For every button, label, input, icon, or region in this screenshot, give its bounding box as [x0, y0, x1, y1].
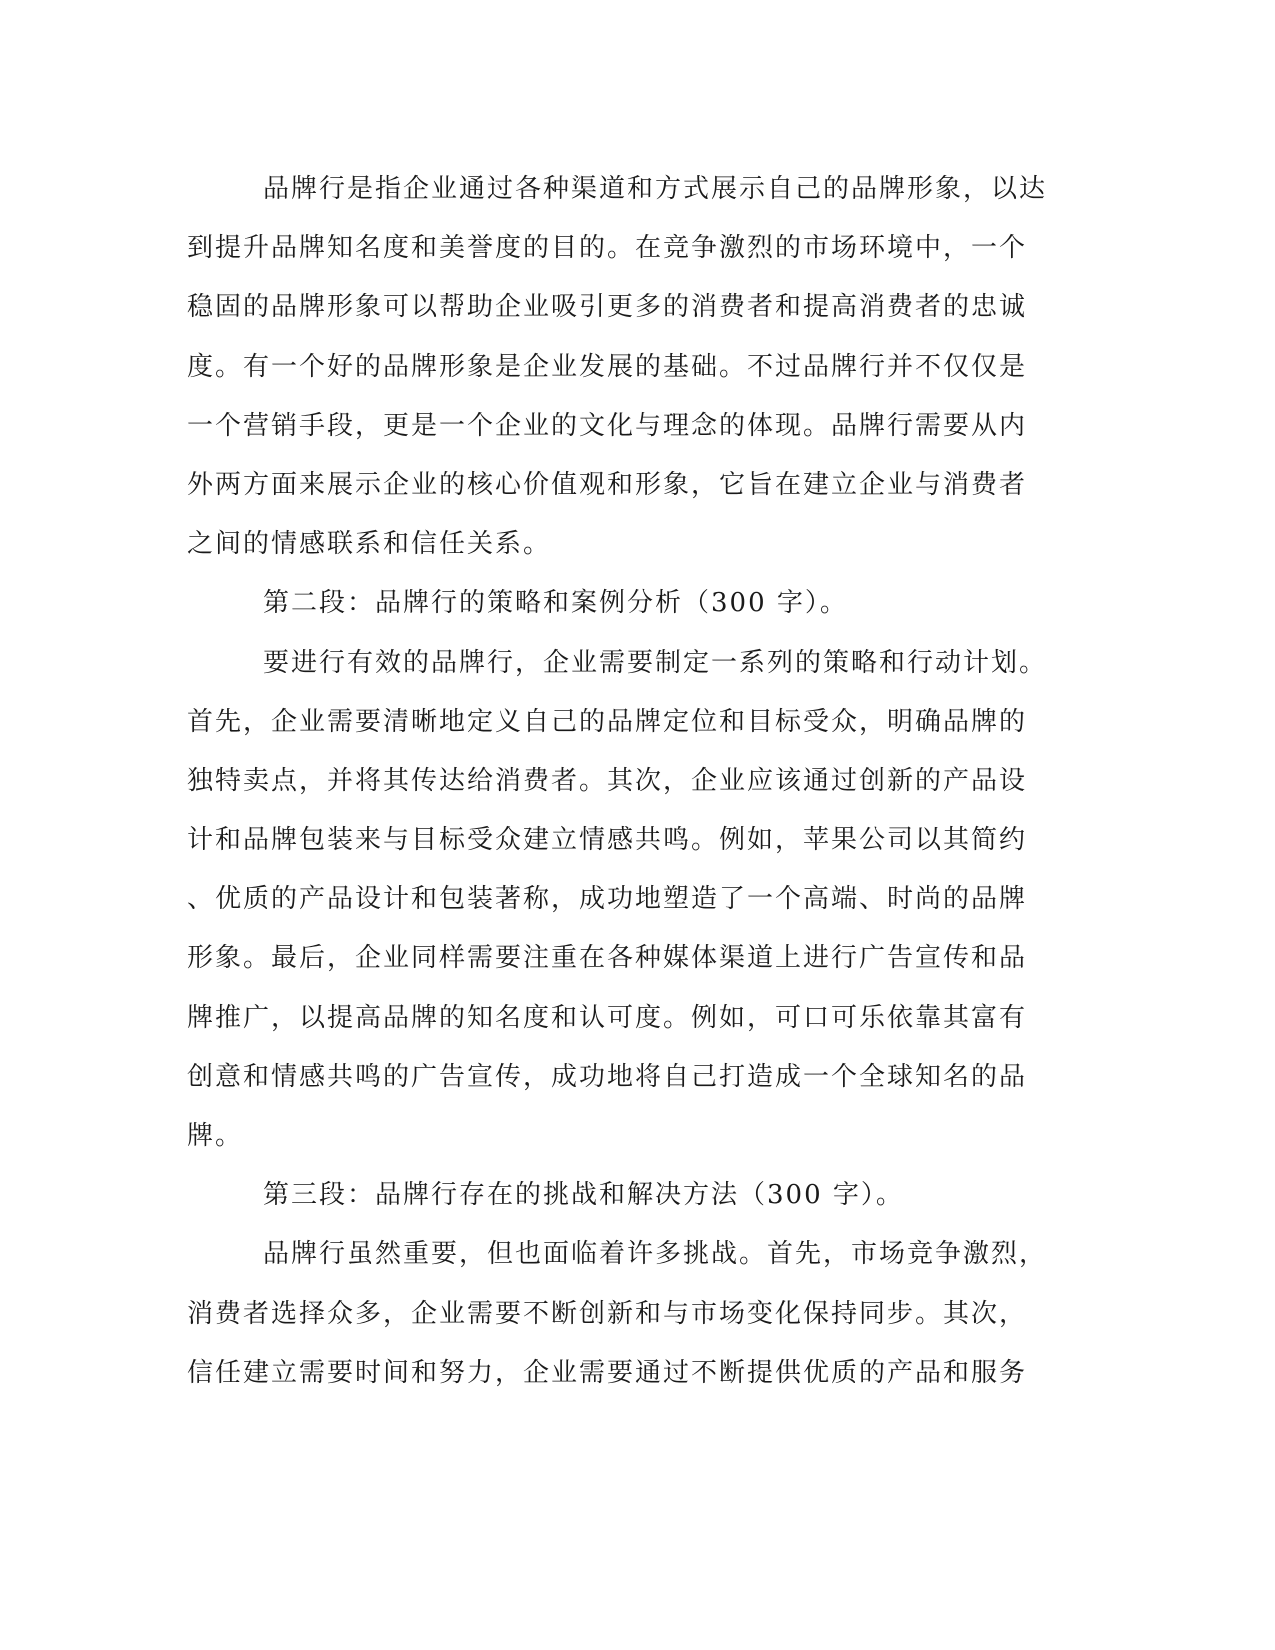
paragraph-strategy-line-4: 计和品牌包装来与目标受众建立情感共鸣。例如，苹果公司以其简约 — [187, 825, 1028, 856]
section-heading-3: 第三段：品牌行存在的挑战和解决方法（300 字）。 — [263, 1180, 904, 1211]
paragraph-challenges-line-2: 消费者选择众多，企业需要不断创新和与市场变化保持同步。其次， — [187, 1298, 1028, 1329]
paragraph-strategy-line-6: 形象。最后，企业同样需要注重在各种媒体渠道上进行广告宣传和品 — [187, 943, 1028, 974]
paragraph-strategy-line-7: 牌推广，以提高品牌的知名度和认可度。例如，可口可乐依靠其富有 — [187, 1002, 1028, 1033]
paragraph-strategy-line-1: 要进行有效的品牌行，企业需要制定一系列的策略和行动计划。 — [263, 647, 1048, 678]
paragraph-intro-line-6: 外两方面来展示企业的核心价值观和形象，它旨在建立企业与消费者 — [187, 469, 1028, 500]
paragraph-strategy-line-9: 牌。 — [187, 1121, 244, 1151]
paragraph-challenges-line-1: 品牌行虽然重要，但也面临着许多挑战。首先，市场竞争激烈， — [263, 1239, 1048, 1270]
paragraph-intro-line-7: 之间的情感联系和信任关系。 — [187, 529, 552, 560]
paragraph-intro-line-4: 度。有一个好的品牌形象是企业发展的基础。不过品牌行并不仅仅是 — [187, 351, 1028, 382]
paragraph-intro-line-2: 到提升品牌知名度和美誉度的目的。在竞争激烈的市场环境中，一个 — [187, 233, 1028, 264]
paragraph-challenges-line-3: 信任建立需要时间和努力，企业需要通过不断提供优质的产品和服务 — [187, 1357, 1028, 1388]
paragraph-strategy-line-3: 独特卖点，并将其传达给消费者。其次，企业应该通过创新的产品设 — [187, 765, 1028, 796]
section-heading-2: 第二段：品牌行的策略和案例分析（300 字）。 — [263, 588, 848, 619]
paragraph-strategy-line-5: 、优质的产品设计和包装著称，成功地塑造了一个高端、时尚的品牌 — [187, 884, 1028, 915]
paragraph-intro-line-5: 一个营销手段，更是一个企业的文化与理念的体现。品牌行需要从内 — [187, 410, 1028, 441]
paragraph-strategy-line-2: 首先，企业需要清晰地定义自己的品牌定位和目标受众，明确品牌的 — [187, 706, 1028, 737]
paragraph-strategy-line-8: 创意和情感共鸣的广告宣传，成功地将自己打造成一个全球知名的品 — [187, 1061, 1028, 1092]
paragraph-intro-line-1: 品牌行是指企业通过各种渠道和方式展示自己的品牌形象，以达 — [263, 174, 1048, 204]
document-body — [187, 160, 1047, 1403]
paragraph-intro-line-3: 稳固的品牌形象可以帮助企业吸引更多的消费者和提高消费者的忠诚 — [187, 292, 1028, 323]
